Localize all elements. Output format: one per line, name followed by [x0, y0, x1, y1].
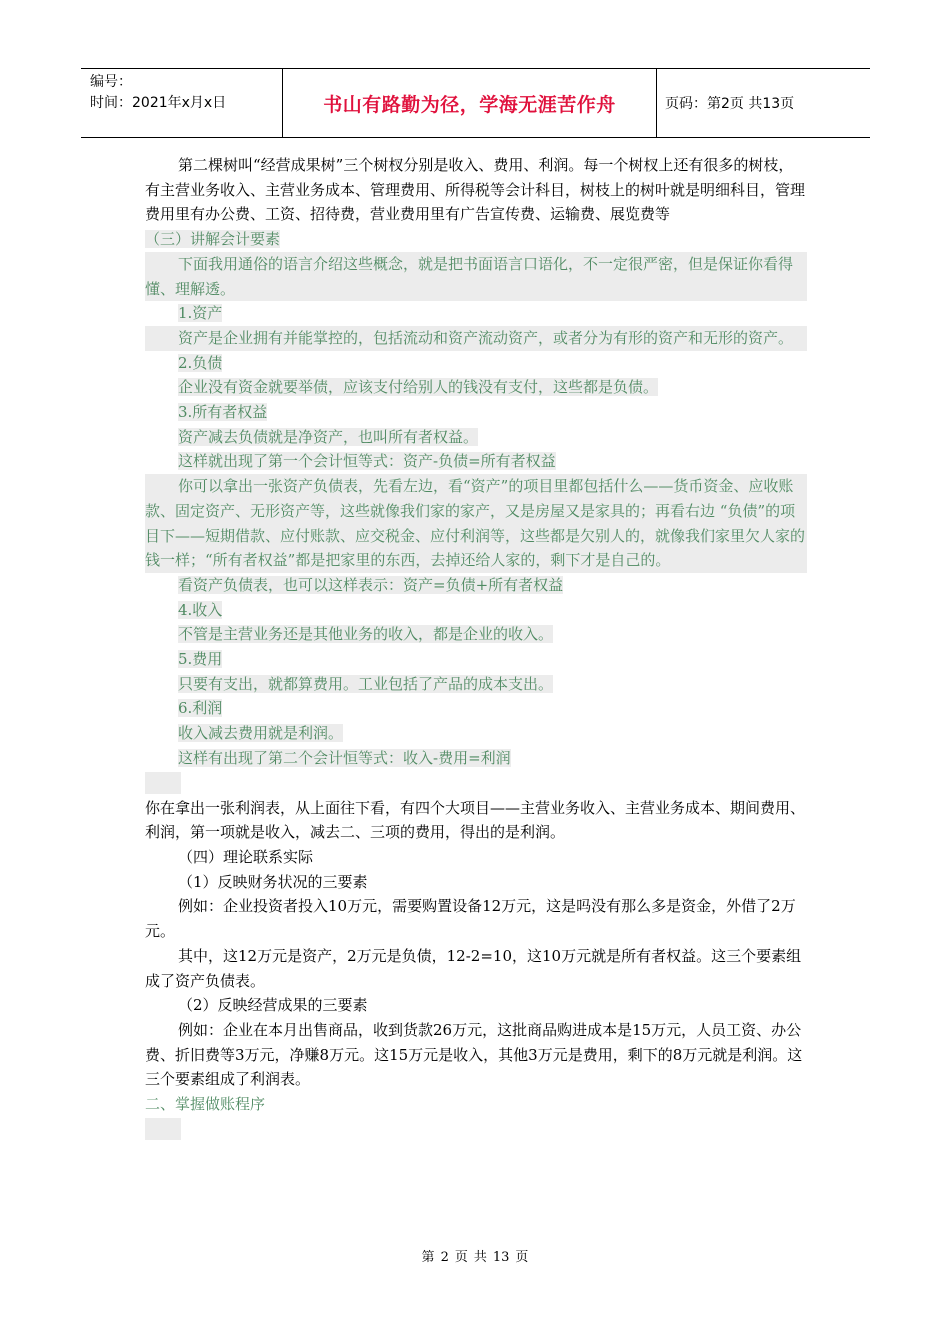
highlight-blank-bottom: [145, 1118, 181, 1140]
equation-two: 这样有出现了第二个会计恒等式：收入-费用=利润: [178, 748, 511, 767]
equation-one-alt: 看资产负债表，也可以这样表示：资产=负债+所有者权益: [178, 575, 564, 594]
item-desc-assets: 资产是企业拥有并能掌控的，包括流动和资产流动资产，或者分为有形的资产和无形的资产。: [145, 326, 807, 351]
header-motto: 书山有路勤为径，学海无涯苦作舟: [323, 93, 616, 116]
footer-ye: 页: [454, 1250, 468, 1265]
header-meta: [81, 69, 282, 137]
item-desc-profit: 收入减去费用就是利润。: [178, 724, 344, 743]
paragraph-income-statement: 你在拿出一张利润表，从上面往下看，有四个大项目——主营业务收入、主营业务成本、期间费用、利润，第一项就是收入，减去二、三项的费用，得出的是利润。: [145, 798, 806, 842]
footer-ye-2: 页: [515, 1250, 529, 1265]
example-one-explain: 其中，这12万元是资产，2万元是负债，12-2=10，这10万元就是所有者权益。这三个要素组成了资产负债表。: [145, 946, 802, 990]
subheading-financial-position: （1）反映财务状况的三要素: [178, 872, 368, 891]
example-one: 例如：企业投资者投入10万元，需要购置设备12万元，这是吗没有那么多是资金，外借了2万元。: [145, 897, 796, 941]
item-heading-liabilities: 2.负债: [178, 353, 223, 372]
item-heading-expenses: 5.费用: [178, 650, 223, 669]
page-footer: [0, 1246, 950, 1265]
example-two: 例如：企业在本月出售商品，收到货款26万元，这批商品购进成本是15万元，人员工资、办公费、折旧费等3万元，净赚8万元。这15万元是收入，其他3万元是费用，剩下的8万元就是利润。这三个要素组成了利润表。: [145, 1020, 803, 1089]
paragraph-intro: 下面我用通俗的语言介绍这些概念，就是把书面语言口语化，不一定很严密，但是保证你看得懂、理解透。: [145, 252, 807, 301]
footer-di: 第: [421, 1250, 435, 1265]
item-desc-expenses: 只要有支出，就都算费用。工业包括了产品的成本支出。: [178, 674, 554, 693]
item-heading-profit: 6.利润: [178, 699, 223, 718]
header-page-info: 页码：第2页 共13页: [665, 96, 795, 112]
header-motto-cell: [282, 69, 657, 137]
item-desc-liabilities: 企业没有资金就要举债，应该支付给别人的钱没有支付，这些都是负债。: [178, 378, 659, 397]
subheading-operating-results: （2）反映经营成果的三要素: [178, 996, 368, 1015]
paragraph-balance-sheet: 你可以拿出一张资产负债表，先看左边，看“资产”的项目里都包括什么——货币资金、应收账款、固定资产、无形资产等，这些就像我们家的家产，又是房屋又是家具的；再看右边 “负债”的项目下——短期借款、应付账款、应交税金、应付利润等，这些都是欠别人的，就像我们家里欠人家的钱一样；“所有者权益”都是把家里的东西，去掉还给人家的，剩下才是自己的。: [145, 474, 807, 573]
paragraph-operating-results-tree: 第二棵树叫“经营成果树”三个树杈分别是收入、费用、利润。每一个树杈上还有很多的树枝，有主营业务收入、主营业务成本、管理费用、所得税等会计科目，树枝上的树叶就是明细科目，管理费用里有办公费、工资、招待费，营业费用里有广告宣传费、运输费、展览费等: [145, 156, 806, 224]
item-desc-equity: 资产减去负债就是净资产，也叫所有者权益。: [178, 427, 479, 446]
item-desc-revenue: 不管是主营业务还是其他业务的收入，都是企业的收入。: [178, 625, 554, 644]
equation-one: 这样就出现了第一个会计恒等式：资产-负债=所有者权益: [178, 452, 556, 471]
item-heading-revenue: 4.收入: [178, 600, 223, 619]
page-header: [81, 68, 870, 138]
section-heading-bookkeeping: 二、掌握做账程序: [145, 1095, 266, 1114]
document-body: [145, 153, 807, 1142]
footer-gong: 共: [473, 1250, 487, 1265]
footer-total-pages: 13: [492, 1250, 510, 1265]
highlight-blank: [145, 772, 181, 794]
item-heading-equity: 3.所有者权益: [178, 403, 268, 422]
section-heading-elements: [145, 227, 807, 252]
number-label: 编号：: [90, 74, 132, 90]
item-heading-assets: 1.资产: [178, 304, 223, 323]
footer-page-number: 2: [440, 1250, 449, 1265]
section-heading-text: （三）讲解会计要素: [145, 230, 281, 249]
section-heading-practice: （四）理论联系实际: [178, 847, 314, 866]
date-label: 时间：2021年x月x日: [90, 95, 227, 111]
